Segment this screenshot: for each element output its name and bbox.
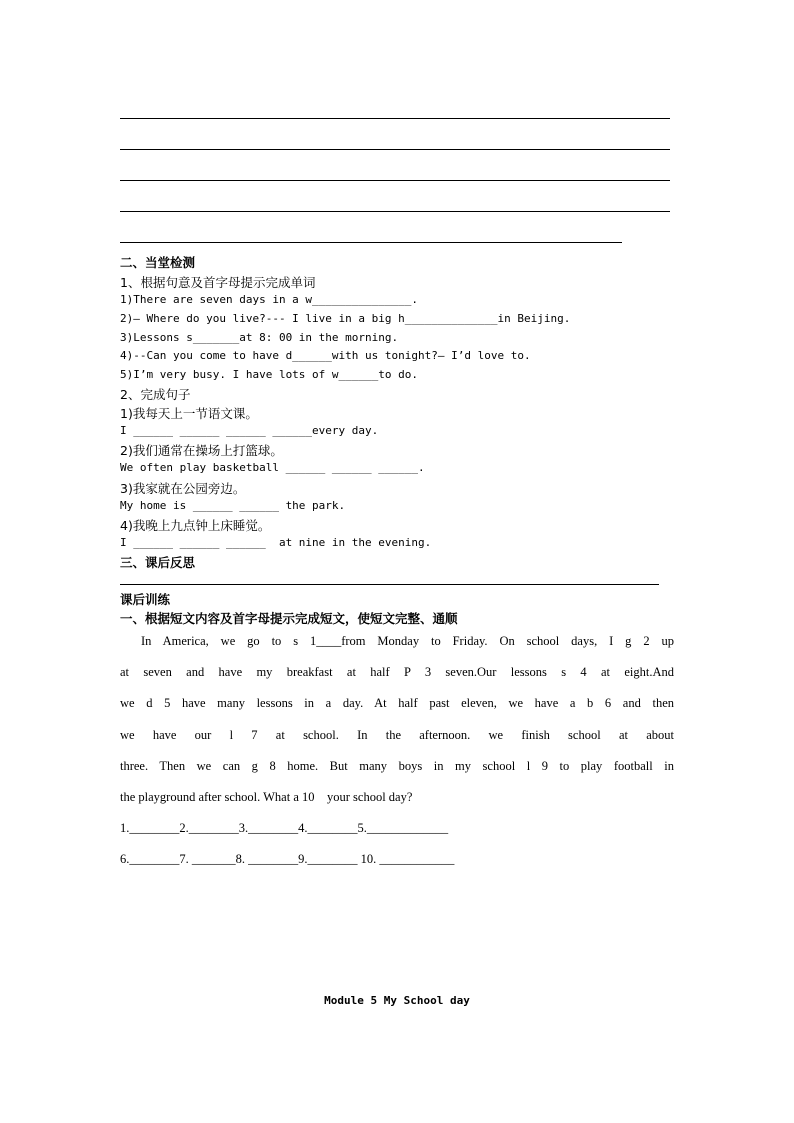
sentence-3-english: My home is ______ ______ the park. [120, 499, 346, 512]
sentence-2-english: We often play basketball ______ ______ ______. [120, 461, 425, 474]
answer-line [120, 149, 670, 150]
footer-module-title: Module 5 My School day [324, 994, 470, 1007]
fill-word-item-2: 2)— Where do you live?--- I live in a big h______________in Beijing. [120, 312, 571, 325]
sentence-1-english: I ______ ______ ______ ______every day. [120, 424, 379, 437]
homework-task-title: 一、根据短文内容及首字母提示完成短文，使短文完整、通顺 [120, 611, 458, 626]
fill-word-item-1: 1)There are seven days in a w_______________. [120, 293, 419, 306]
passage-line-5: three. Then we can g 8 home. But many boys in my school l 9 to play football in [120, 759, 674, 773]
sentence-4-chinese: 4)我晚上九点钟上床睡觉。 [120, 518, 271, 533]
passage-line-1: In America, we go to s 1____from Monday to Friday. On school days, I g 2 up [141, 634, 674, 648]
sentence-4-english: I ______ ______ ______ at nine in the evening. [120, 536, 432, 549]
fill-word-item-5: 5)I’m very busy. I have lots of w______to do. [120, 368, 419, 381]
section-heading-in-class-test: 二、当堂检测 [120, 255, 196, 270]
sentence-1-chinese: 1)我每天上一节语文课。 [120, 406, 258, 421]
answer-line [120, 242, 622, 243]
part2-title: 2、完成句子 [120, 387, 191, 402]
part1-title: 1、根据句意及首字母提示完成单词 [120, 275, 316, 290]
passage-line-2: at seven and have my breakfast at half P 3 seven.Our lessons s 4 at eight.And [120, 665, 674, 679]
fill-word-item-3: 3)Lessons s_______at 8: 00 in the morning. [120, 331, 399, 344]
section-heading-reflection: 三、课后反思 [120, 555, 196, 570]
fill-word-item-4: 4)--Can you come to have d______with us tonight?— I’d love to. [120, 349, 531, 362]
passage-line-3: we d 5 have many lessons in a day. At half past eleven, we have a b 6 and then [120, 696, 674, 710]
answer-row-1: 1.________2.________3.________4.________5._____________ [120, 821, 449, 835]
homework-heading: 课后训练 [120, 592, 171, 607]
sentence-2-chinese: 2)我们通常在操场上打篮球。 [120, 443, 283, 458]
passage-line-4: we have our l 7 at school. In the afternoon. we finish school at about [120, 728, 674, 742]
answer-line [120, 118, 670, 119]
passage-line-6: the playground after school. What a 10 your school day? [120, 790, 413, 804]
reflection-line [120, 584, 659, 585]
answer-line [120, 180, 670, 181]
sentence-3-chinese: 3)我家就在公园旁边。 [120, 481, 246, 496]
answer-line [120, 211, 670, 212]
answer-row-2: 6.________7. _______8. ________9.________ 10. ____________ [120, 852, 455, 866]
